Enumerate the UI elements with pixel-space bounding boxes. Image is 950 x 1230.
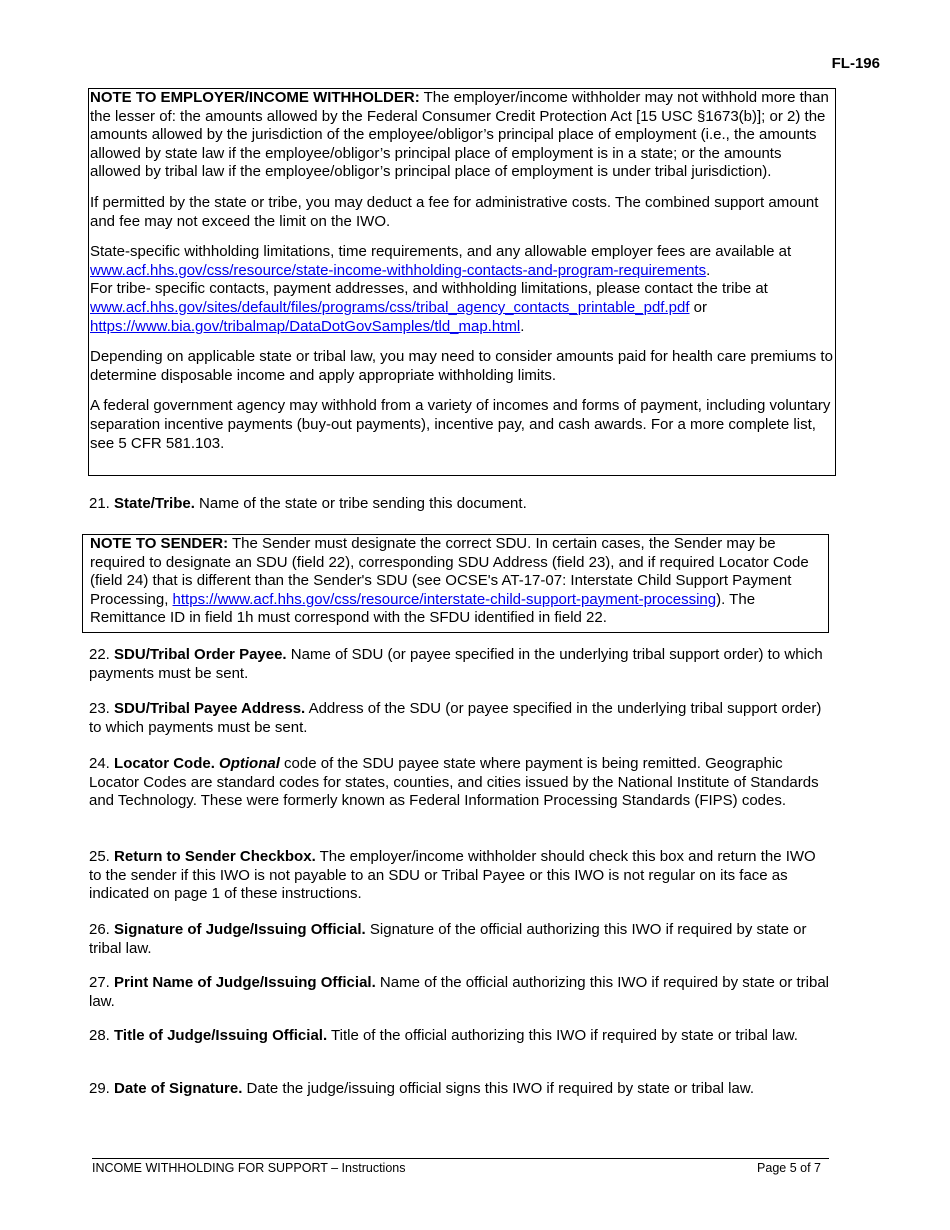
item-text: Signature of the official authorizing this IWO if required by state or tribal law. bbox=[89, 921, 807, 957]
page-footer bbox=[92, 1158, 829, 1175]
item-text: Name of SDU (or payee specified in the underlying tribal support order) to which payments must be sent. bbox=[89, 646, 823, 682]
item-label: SDU/Tribal Order Payee. bbox=[114, 646, 287, 663]
item-number: 25. bbox=[89, 848, 115, 865]
note-employer-paragraph-4: Depending on applicable state or tribal law, you may need to consider amounts paid for health care premiums to determine disposable income and apply appropriate withholding limits. bbox=[90, 348, 833, 384]
item-text: Name of the official authorizing this IWO if required by state or tribal law. bbox=[89, 974, 830, 1010]
item-number: 24. bbox=[89, 755, 115, 772]
item-23 bbox=[89, 700, 829, 737]
note-sender-heading: NOTE TO SENDER: bbox=[90, 535, 229, 552]
item-text: Title of the official authorizing this IWO if required by state or tribal law. bbox=[327, 1027, 798, 1044]
note-employer-paragraph-5: A federal government agency may withhold from a variety of incomes and forms of payment, including voluntary separation incentive payments (buy-out payments), incentive pay, and cash awards. For a more complete list, see 5 CFR 581.103. bbox=[90, 397, 831, 452]
item-22 bbox=[89, 646, 829, 683]
item-label: Locator Code. bbox=[114, 755, 215, 772]
form-number: FL-196 bbox=[831, 55, 880, 72]
note-sender-text-b: ). The Remittance ID in field 1h must correspond with the SFDU identified in field 22. bbox=[90, 590, 756, 627]
footer-title: INCOME WITHHOLDING FOR SUPPORT – Instructions bbox=[92, 1161, 406, 1175]
item-text: The employer/income withholder should check this box and return the IWO to the sender if this IWO is not payable to an SDU or Tribal Payee or this IWO is not regular on its face as indicated on page 1 of these instructions. bbox=[89, 848, 816, 903]
note-to-sender-box bbox=[82, 534, 829, 633]
item-26 bbox=[89, 921, 829, 958]
item-text: Address of the SDU (or payee specified in the underlying tribal support order) to which payments must be sent. bbox=[89, 700, 822, 736]
p3-text-e: . bbox=[520, 317, 525, 335]
item-25 bbox=[89, 848, 829, 904]
item-label: Return to Sender Checkbox. bbox=[114, 848, 316, 865]
item-emphasis: Optional bbox=[219, 755, 280, 772]
p3-text-a: State-specific withholding limitations, time requirements, and any allowable employer fees are available at bbox=[90, 243, 792, 261]
item-number: 28. bbox=[89, 1027, 115, 1044]
state-withholding-link[interactable]: www.acf.hhs.gov/css/resource/state-income-withholding-contacts-and-program-requirements bbox=[90, 261, 707, 279]
item-label: State/Tribe. bbox=[114, 495, 195, 512]
note-sender-paragraph bbox=[90, 535, 821, 628]
item-label: Date of Signature. bbox=[114, 1080, 243, 1097]
item-27 bbox=[89, 974, 829, 1011]
item-number: 23. bbox=[89, 700, 115, 717]
note-employer-text: The employer/income withholder may not withhold more than the lesser of: the amounts allowed by the Federal Consumer Credit Protection Act [15 USC §1673(b)]; or 2) the amounts allowed by the jurisdiction of the employee/obligor’s principal place of employment (i.e., the amounts allowed by state law if the employee/obligor’s principal place of employment is in a state; or the amounts allowed by tribal law if the employee/obligor’s principal place of employment is under tribal jurisdiction). bbox=[90, 89, 829, 181]
note-to-employer-box bbox=[88, 88, 836, 476]
p3-text-c: For tribe- specific contacts, payment addresses, and withholding limitations, please contact the tribe at bbox=[90, 280, 768, 298]
item-number: 29. bbox=[89, 1080, 115, 1097]
note-employer-heading: NOTE TO EMPLOYER/INCOME WITHHOLDER: bbox=[90, 89, 420, 106]
item-29 bbox=[89, 1080, 829, 1099]
tribal-map-link[interactable]: https://www.bia.gov/tribalmap/DataDotGovSamples/tld_map.html bbox=[90, 317, 521, 335]
item-text: Date the judge/issuing official signs this IWO if required by state or tribal law. bbox=[242, 1080, 755, 1097]
item-text: Name of the state or tribe sending this document. bbox=[194, 495, 527, 512]
item-label: Print Name of Judge/Issuing Official. bbox=[114, 974, 376, 991]
p3-text-d: or bbox=[689, 298, 708, 316]
item-label: Title of Judge/Issuing Official. bbox=[114, 1027, 328, 1044]
item-21 bbox=[89, 495, 829, 514]
item-label: Signature of Judge/Issuing Official. bbox=[114, 921, 366, 938]
p3-text-b: . bbox=[706, 261, 711, 279]
item-label: SDU/Tribal Payee Address. bbox=[114, 700, 306, 717]
tribal-contacts-link[interactable]: www.acf.hhs.gov/sites/default/files/programs/css/tribal_agency_contacts_printable_pdf.pdf bbox=[90, 298, 690, 316]
item-24 bbox=[89, 755, 829, 811]
item-28 bbox=[89, 1027, 829, 1046]
item-number: 26. bbox=[89, 921, 115, 938]
item-text: code of the SDU payee state where payment is being remitted. Geographic Locator Codes are standard codes for states, counties, and cities issued by the National Institute of Standards and Technology. These were formerly known as Federal Information Processing Standards (FIPS) codes. bbox=[89, 755, 819, 810]
note-employer-paragraph-1 bbox=[90, 89, 834, 182]
item-number: 27. bbox=[89, 974, 115, 991]
page-number: Page 5 of 7 bbox=[757, 1161, 821, 1175]
item-number: 21. bbox=[89, 495, 115, 512]
item-number: 22. bbox=[89, 646, 115, 663]
interstate-payment-link[interactable]: https://www.acf.hhs.gov/css/resource/interstate-child-support-payment-processing bbox=[172, 590, 717, 608]
note-sender-text-a: The Sender must designate the correct SDU. In certain cases, the Sender may be required to designate an SDU (field 22), corresponding SDU Address (field 23), and if required Locator Code (field 24) that is different than the Sender's SDU (see OCSE's AT-17-07: Interstate Child Support Payment Processing, bbox=[90, 535, 809, 608]
note-employer-paragraph-3 bbox=[90, 243, 834, 336]
note-employer-paragraph-2: If permitted by the state or tribe, you may deduct a fee for administrative costs. The combined support amount and fee may not exceed the limit on the IWO. bbox=[90, 193, 819, 230]
